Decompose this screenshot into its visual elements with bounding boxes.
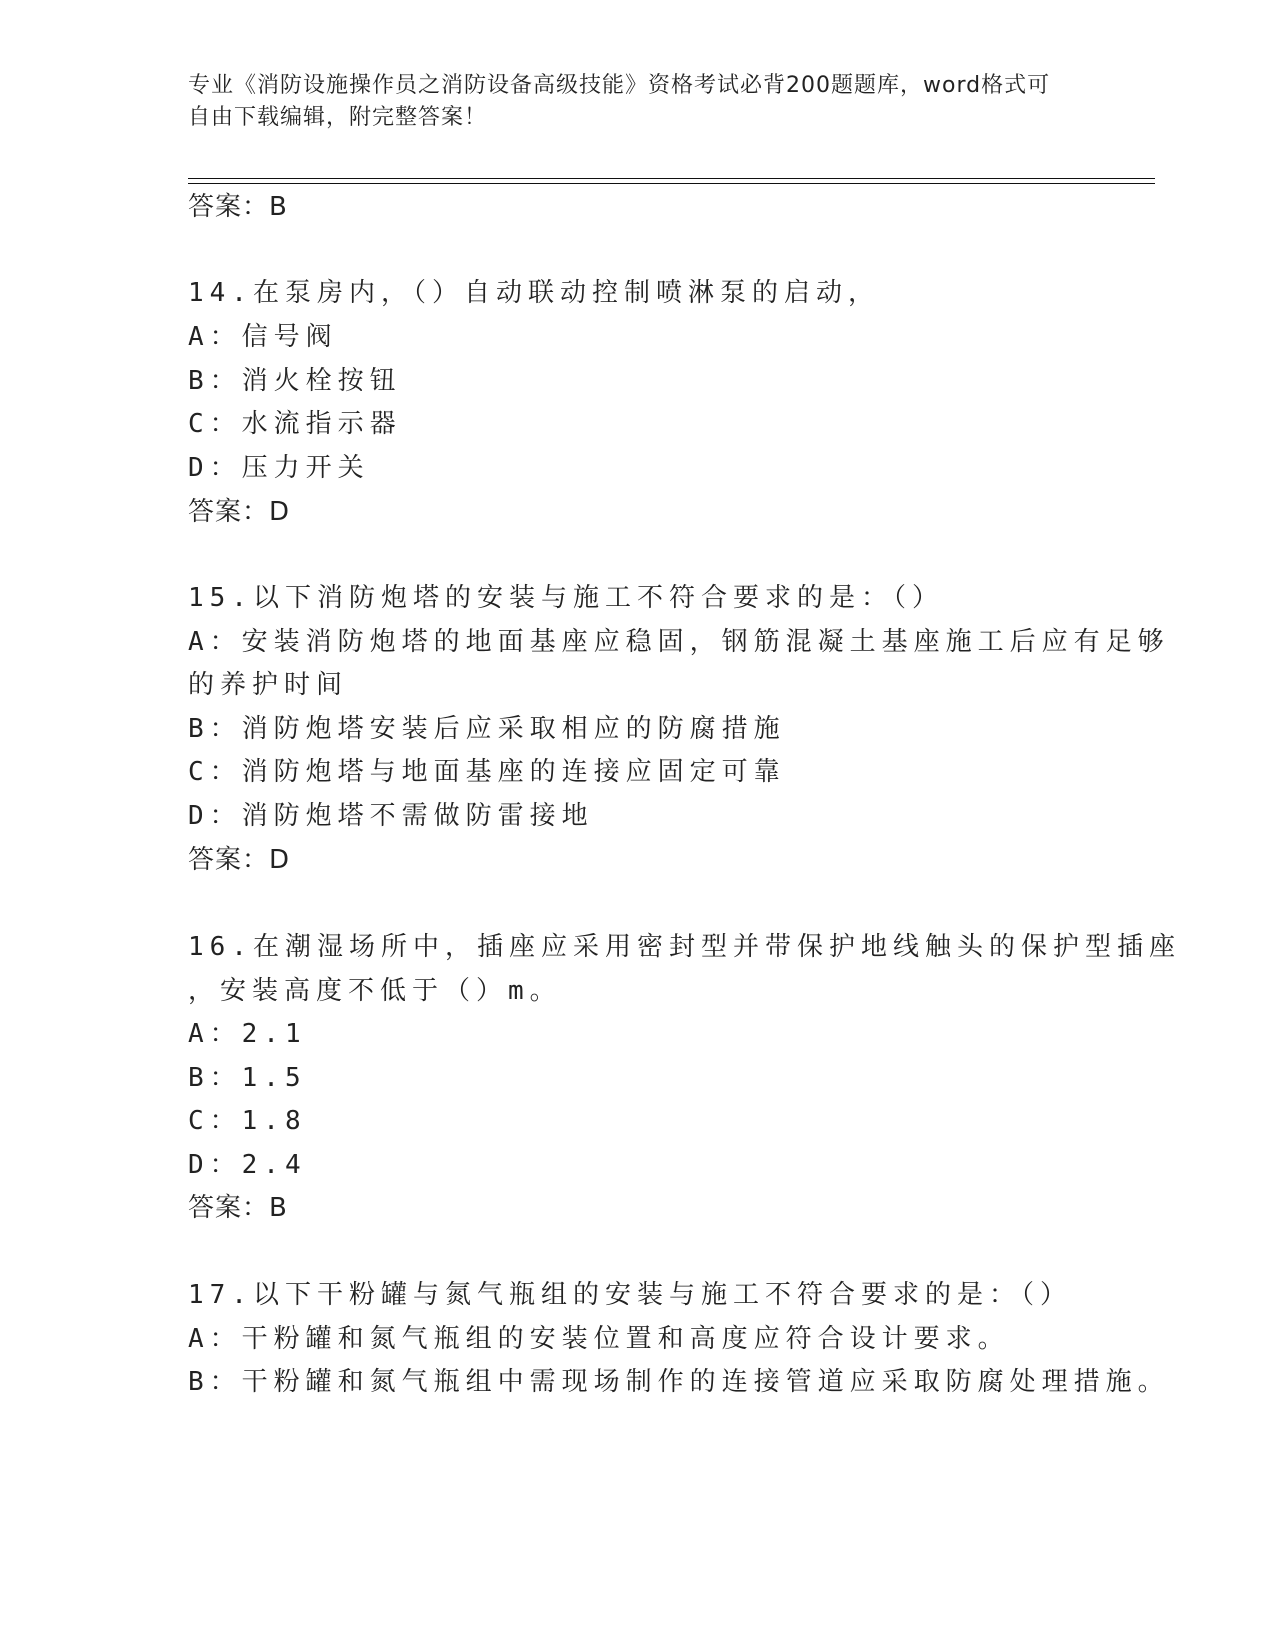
question-16-answer: 答案：B bbox=[188, 1193, 288, 1223]
header-divider-bottom bbox=[188, 183, 1155, 184]
question-14-option-d: D：压力开关 bbox=[188, 453, 370, 483]
question-15-option-c: C：消防炮塔与地面基座的连接应固定可靠 bbox=[188, 757, 786, 787]
answer-previous: 答案：B bbox=[188, 192, 288, 222]
question-17-option-b: B：干粉罐和氮气瓶组中需现场制作的连接管道应采取防腐处理措施。 bbox=[188, 1367, 1170, 1397]
question-14-option-b: B：消火栓按钮 bbox=[188, 366, 402, 396]
document-title: 专业《消防设施操作员之消防设备高级技能》资格考试必背200题题库，word格式可自由下载编辑，附完整答案！ bbox=[188, 73, 1051, 130]
question-15-answer: 答案：D bbox=[188, 845, 291, 875]
header-divider-top bbox=[188, 178, 1155, 179]
question-15-stem: 15.以下消防炮塔的安装与施工不符合要求的是：（） bbox=[188, 583, 944, 613]
question-16-option-d: D：2.4 bbox=[188, 1150, 307, 1180]
question-15-option-d: D：消防炮塔不需做防雷接地 bbox=[188, 801, 594, 831]
question-15-option-b: B：消防炮塔安装后应采取相应的防腐措施 bbox=[188, 714, 786, 744]
question-15-option-a: A：安装消防炮塔的地面基座应稳固，钢筋混凝土基座施工后应有足够 bbox=[188, 627, 1170, 657]
question-15-option-a-cont: 的养护时间 bbox=[188, 670, 349, 700]
question-17-stem: 17.以下干粉罐与氮气瓶组的安装与施工不符合要求的是：（） bbox=[188, 1280, 1072, 1310]
question-16-option-c: C：1.8 bbox=[188, 1106, 307, 1136]
question-16-option-a: A：2.1 bbox=[188, 1019, 307, 1049]
question-14-answer: 答案：D bbox=[188, 497, 291, 527]
question-16-option-b: B：1.5 bbox=[188, 1063, 307, 1093]
question-14-option-c: C：水流指示器 bbox=[188, 409, 402, 439]
question-14-stem: 14.在泵房内，（）自动联动控制喷淋泵的启动， bbox=[188, 278, 880, 308]
question-17-option-a: A：干粉罐和氮气瓶组的安装位置和高度应符合设计要求。 bbox=[188, 1324, 1010, 1354]
question-16-stem-cont: ，安装高度不低于（）m。 bbox=[188, 976, 562, 1006]
question-16-stem: 16.在潮湿场所中，插座应采用密封型并带保护地线触头的保护型插座 bbox=[188, 932, 1181, 962]
question-14-option-a: A：信号阀 bbox=[188, 322, 338, 352]
